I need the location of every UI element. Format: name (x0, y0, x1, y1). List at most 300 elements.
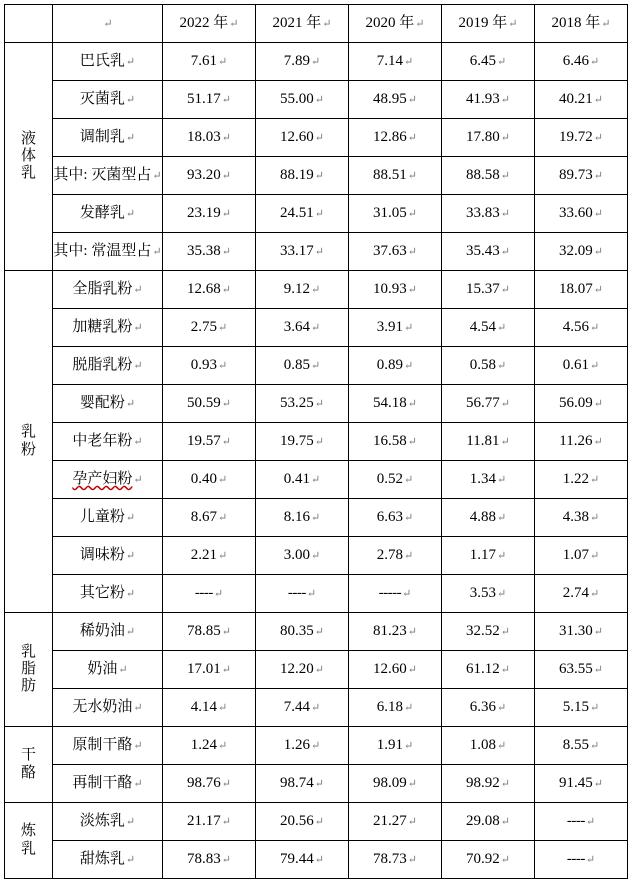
data-cell (535, 727, 628, 765)
row-item-label: 灭菌乳 (79, 90, 125, 107)
paragraph-mark: ↵ (322, 17, 332, 30)
paragraph-mark: ↵ (590, 511, 600, 524)
data-value: 35.43 (466, 242, 500, 259)
table-row (5, 841, 628, 879)
paragraph-mark: ↵ (404, 511, 414, 524)
header-year-label: 2018 年 (551, 14, 601, 31)
data-value: 31.30 (559, 622, 593, 639)
data-value: ---- (566, 850, 585, 867)
data-value: 0.41 (283, 470, 311, 487)
data-cell (535, 81, 628, 119)
data-value: 56.77 (466, 394, 500, 411)
table-row (5, 613, 628, 651)
data-cell (442, 81, 535, 119)
paragraph-mark: ↵ (497, 321, 507, 334)
data-value: 41.93 (466, 90, 500, 107)
data-value: 78.73 (373, 850, 407, 867)
paragraph-mark: ↵ (311, 55, 321, 68)
data-cell (535, 347, 628, 385)
row-item-label: 孕产妇粉 (72, 470, 133, 487)
data-value: 10.93 (373, 280, 407, 297)
data-cell (535, 575, 628, 613)
data-cell (442, 423, 535, 461)
data-cell (256, 575, 349, 613)
paragraph-mark: ↵ (407, 435, 417, 448)
row-item-label: 儿童粉 (79, 508, 125, 525)
table-row (5, 765, 628, 803)
data-cell (442, 43, 535, 81)
paragraph-mark: ↵ (508, 17, 518, 30)
header-year-label: 2021 年 (272, 14, 322, 31)
data-cell (349, 499, 442, 537)
data-cell (349, 537, 442, 575)
data-cell (349, 119, 442, 157)
paragraph-mark: ↵ (593, 169, 603, 182)
data-value: 78.83 (187, 850, 221, 867)
data-value: 2.21 (190, 546, 218, 563)
data-cell (442, 385, 535, 423)
header-year-cell (163, 5, 256, 43)
row-item-cell (53, 727, 163, 765)
data-value: 18.03 (187, 128, 221, 145)
data-value: 54.18 (373, 394, 407, 411)
data-value: 48.95 (373, 90, 407, 107)
data-value: 15.37 (466, 280, 500, 297)
data-value: 7.89 (283, 52, 311, 69)
data-value: 88.19 (280, 166, 314, 183)
paragraph-mark: ↵ (221, 169, 231, 182)
paragraph-mark: ↵ (221, 283, 231, 296)
paragraph-mark: ↵ (125, 397, 136, 410)
data-cell (535, 385, 628, 423)
data-cell (163, 157, 256, 195)
paragraph-mark: ↵ (133, 283, 143, 296)
paragraph-mark: ↵ (218, 473, 228, 486)
row-item-cell (53, 43, 163, 81)
data-cell (349, 43, 442, 81)
data-cell (442, 727, 535, 765)
header-year-cell (256, 5, 349, 43)
paragraph-mark: ↵ (593, 435, 603, 448)
paragraph-mark: ↵ (218, 359, 228, 372)
data-value: 4.56 (562, 318, 590, 335)
header-item-cell (53, 5, 163, 43)
paragraph-mark: ↵ (497, 511, 507, 524)
paragraph-mark: ↵ (133, 777, 143, 790)
data-cell (163, 81, 256, 119)
data-cell (442, 271, 535, 309)
data-value: 4.38 (562, 508, 590, 525)
data-value: 17.01 (187, 660, 221, 677)
row-item-label: 再制干酪 (72, 774, 133, 791)
paragraph-mark: ↵ (497, 587, 507, 600)
data-value: 1.08 (469, 736, 497, 753)
data-value: 7.61 (190, 52, 218, 69)
paragraph-mark: ↵ (590, 473, 600, 486)
paragraph-mark: ↵ (590, 55, 600, 68)
data-value: 88.51 (373, 166, 407, 183)
data-value: 0.89 (376, 356, 404, 373)
data-value: 5.15 (562, 698, 590, 715)
data-value: 19.75 (280, 432, 314, 449)
row-item-label: 中老年粉 (72, 432, 133, 449)
row-item-cell (53, 689, 163, 727)
data-value: ---- (566, 812, 585, 829)
table-row (5, 803, 628, 841)
paragraph-mark: ↵ (152, 169, 162, 182)
data-value: 9.12 (283, 280, 311, 297)
data-value: 7.14 (376, 52, 404, 69)
paragraph-mark: ↵ (218, 549, 228, 562)
paragraph-mark: ↵ (221, 777, 231, 790)
data-cell (442, 841, 535, 879)
row-item-cell (53, 271, 163, 309)
data-value: 93.20 (187, 166, 221, 183)
row-group-label: 液体乳 (20, 130, 36, 182)
paragraph-mark: ↵ (497, 55, 507, 68)
data-cell (535, 119, 628, 157)
paragraph-mark: ↵ (593, 397, 603, 410)
row-item-cell (53, 765, 163, 803)
data-cell (535, 841, 628, 879)
data-value: 81.23 (373, 622, 407, 639)
data-cell (256, 309, 349, 347)
data-value: 6.18 (376, 698, 404, 715)
data-cell (163, 499, 256, 537)
row-item-cell (53, 613, 163, 651)
data-cell (256, 765, 349, 803)
row-item-cell (53, 119, 163, 157)
data-cell (163, 841, 256, 879)
data-cell (349, 727, 442, 765)
paragraph-mark: ↵ (500, 283, 510, 296)
data-cell (442, 803, 535, 841)
data-cell (163, 803, 256, 841)
data-value: 56.09 (559, 394, 593, 411)
data-cell (163, 195, 256, 233)
data-cell (163, 689, 256, 727)
data-cell (349, 461, 442, 499)
data-value: 0.52 (376, 470, 404, 487)
paragraph-mark: ↵ (497, 701, 507, 714)
data-value: 1.07 (562, 546, 590, 563)
data-value: 91.45 (559, 774, 593, 791)
table-row (5, 727, 628, 765)
table-row (5, 385, 628, 423)
paragraph-mark: ↵ (593, 777, 603, 790)
data-value: 98.92 (466, 774, 500, 791)
paragraph-mark: ↵ (404, 549, 414, 562)
data-cell (442, 157, 535, 195)
data-cell (163, 461, 256, 499)
data-value: 16.58 (373, 432, 407, 449)
data-value: 12.68 (187, 280, 221, 297)
data-cell (442, 309, 535, 347)
paragraph-mark: ↵ (314, 663, 324, 676)
paragraph-mark: ↵ (314, 853, 324, 866)
paragraph-mark: ↵ (601, 17, 611, 30)
data-value: 0.61 (562, 356, 590, 373)
paragraph-mark: ↵ (500, 625, 510, 638)
paragraph-mark: ↵ (229, 17, 239, 30)
data-cell (535, 309, 628, 347)
row-item-cell (53, 81, 163, 119)
data-cell (163, 575, 256, 613)
paragraph-mark: ↵ (125, 131, 136, 144)
paragraph-mark: ↵ (407, 283, 417, 296)
table-row (5, 689, 628, 727)
paragraph-mark: ↵ (221, 625, 231, 638)
paragraph-mark: ↵ (593, 207, 603, 220)
data-value: 98.09 (373, 774, 407, 791)
table-row (5, 423, 628, 461)
table-row (5, 43, 628, 81)
data-cell (349, 271, 442, 309)
paragraph-mark: ↵ (221, 435, 231, 448)
data-cell (535, 613, 628, 651)
paragraph-mark: ↵ (314, 207, 324, 220)
paragraph-mark: ↵ (103, 17, 113, 30)
paragraph-mark: ↵ (221, 207, 231, 220)
data-value: 3.64 (283, 318, 311, 335)
paragraph-mark: ↵ (497, 473, 507, 486)
data-cell (163, 613, 256, 651)
data-value: 19.57 (187, 432, 221, 449)
row-group-cell (5, 727, 53, 803)
data-cell (349, 689, 442, 727)
data-value: ---- (287, 584, 306, 601)
data-cell (535, 233, 628, 271)
paragraph-mark: ↵ (125, 55, 136, 68)
data-value: 35.38 (187, 242, 221, 259)
data-value: 37.63 (373, 242, 407, 259)
data-cell (442, 575, 535, 613)
data-value: 0.85 (283, 356, 311, 373)
paragraph-mark: ↵ (593, 625, 603, 638)
paragraph-mark: ↵ (407, 663, 417, 676)
paragraph-mark: ↵ (125, 549, 136, 562)
paragraph-mark: ↵ (585, 853, 596, 866)
data-value: 89.73 (559, 166, 593, 183)
data-value: 79.44 (280, 850, 314, 867)
paragraph-mark: ↵ (133, 701, 143, 714)
data-cell (535, 157, 628, 195)
data-cell (442, 537, 535, 575)
data-cell (349, 575, 442, 613)
paragraph-mark: ↵ (497, 549, 507, 562)
data-value: 51.17 (187, 90, 221, 107)
table-row (5, 233, 628, 271)
row-item-label: 奶油 (87, 660, 118, 677)
row-item-label: 巴氏乳 (79, 52, 125, 69)
paragraph-mark: ↵ (500, 853, 510, 866)
data-cell (256, 347, 349, 385)
paragraph-mark: ↵ (407, 815, 417, 828)
paragraph-mark: ↵ (593, 245, 603, 258)
data-value: 2.74 (562, 584, 590, 601)
data-value: 50.59 (187, 394, 221, 411)
data-cell (256, 461, 349, 499)
paragraph-mark: ↵ (593, 663, 603, 676)
data-cell (163, 347, 256, 385)
data-cell (535, 43, 628, 81)
data-value: 17.80 (466, 128, 500, 145)
paragraph-mark: ↵ (314, 777, 324, 790)
data-value: 1.17 (469, 546, 497, 563)
paragraph-mark: ↵ (221, 663, 231, 676)
table-row (5, 575, 628, 613)
paragraph-mark: ↵ (125, 815, 136, 828)
row-group-label: 干酪 (20, 747, 36, 781)
data-value: 2.78 (376, 546, 404, 563)
paragraph-mark: ↵ (133, 359, 143, 372)
data-cell (535, 271, 628, 309)
paragraph-mark: ↵ (407, 777, 417, 790)
row-item-label: 其中: 灭菌型占 (53, 166, 152, 183)
paragraph-mark: ↵ (407, 207, 417, 220)
table-row (5, 81, 628, 119)
row-item-label: 原制干酪 (72, 736, 133, 753)
data-cell (163, 119, 256, 157)
data-cell (163, 423, 256, 461)
paragraph-mark: ↵ (593, 283, 603, 296)
data-value: 33.83 (466, 204, 500, 221)
data-value: 4.88 (469, 508, 497, 525)
data-cell (535, 423, 628, 461)
data-cell (256, 119, 349, 157)
data-cell (535, 195, 628, 233)
row-item-cell (53, 385, 163, 423)
data-value: 20.56 (280, 812, 314, 829)
data-value: 12.86 (373, 128, 407, 145)
data-cell (256, 613, 349, 651)
paragraph-mark: ↵ (314, 397, 324, 410)
row-group-cell (5, 613, 53, 727)
data-cell (349, 195, 442, 233)
dairy-product-share-table (4, 4, 628, 879)
data-value: 31.05 (373, 204, 407, 221)
paragraph-mark: ↵ (221, 93, 231, 106)
data-cell (442, 689, 535, 727)
paragraph-mark: ↵ (500, 815, 510, 828)
data-cell (256, 271, 349, 309)
data-value: 0.58 (469, 356, 497, 373)
paragraph-mark: ↵ (407, 131, 417, 144)
data-cell (349, 765, 442, 803)
data-cell (349, 423, 442, 461)
paragraph-mark: ↵ (311, 359, 321, 372)
data-value: 1.24 (190, 736, 218, 753)
data-cell (256, 195, 349, 233)
paragraph-mark: ↵ (221, 397, 231, 410)
paragraph-mark: ↵ (407, 397, 417, 410)
data-cell (163, 765, 256, 803)
paragraph-mark: ↵ (221, 131, 231, 144)
paragraph-mark: ↵ (218, 321, 228, 334)
data-value: 8.16 (283, 508, 311, 525)
row-group-label: 乳脂肪 (20, 643, 36, 695)
paragraph-mark: ↵ (590, 701, 600, 714)
data-value: 21.17 (187, 812, 221, 829)
data-cell (256, 423, 349, 461)
paragraph-mark: ↵ (152, 245, 162, 258)
data-value: 33.17 (280, 242, 314, 259)
table-row (5, 119, 628, 157)
paragraph-mark: ↵ (125, 625, 136, 638)
row-item-cell (53, 651, 163, 689)
data-value: 1.22 (562, 470, 590, 487)
data-value: 32.52 (466, 622, 500, 639)
data-value: 1.34 (469, 470, 497, 487)
paragraph-mark: ↵ (404, 321, 414, 334)
row-item-label: 无水奶油 (72, 698, 133, 715)
data-cell (535, 689, 628, 727)
data-cell (349, 385, 442, 423)
table-row (5, 157, 628, 195)
paragraph-mark: ↵ (402, 587, 412, 600)
paragraph-mark: ↵ (314, 625, 324, 638)
row-item-cell (53, 803, 163, 841)
paragraph-mark: ↵ (407, 93, 417, 106)
data-value: 6.46 (562, 52, 590, 69)
paragraph-mark: ↵ (125, 93, 136, 106)
data-cell (535, 651, 628, 689)
paragraph-mark: ↵ (314, 245, 324, 258)
data-value: 3.53 (469, 584, 497, 601)
row-item-label: 稀奶油 (79, 622, 125, 639)
data-cell (163, 537, 256, 575)
row-group-cell (5, 803, 53, 879)
paragraph-mark: ↵ (590, 321, 600, 334)
header-year-cell (535, 5, 628, 43)
table-row (5, 651, 628, 689)
data-value: 12.60 (280, 128, 314, 145)
paragraph-mark: ↵ (314, 169, 324, 182)
row-group-label: 炼乳 (20, 823, 36, 857)
data-value: 1.91 (376, 736, 404, 753)
paragraph-mark: ↵ (404, 739, 414, 752)
header-year-label: 2020 年 (365, 14, 415, 31)
data-value: 11.26 (559, 432, 593, 449)
data-cell (163, 309, 256, 347)
paragraph-mark: ↵ (213, 587, 224, 600)
data-value: 53.25 (280, 394, 314, 411)
data-cell (163, 385, 256, 423)
data-value: 2.75 (190, 318, 218, 335)
paragraph-mark: ↵ (404, 359, 414, 372)
paragraph-mark: ↵ (306, 587, 317, 600)
row-item-label: 脱脂乳粉 (72, 356, 133, 373)
row-group-cell (5, 271, 53, 613)
paragraph-mark: ↵ (590, 739, 600, 752)
row-item-label: 发酵乳 (79, 204, 125, 221)
data-cell (349, 233, 442, 271)
table-row (5, 537, 628, 575)
paragraph-mark: ↵ (133, 473, 143, 486)
data-value: 29.08 (466, 812, 500, 829)
row-item-cell (53, 575, 163, 613)
row-item-cell (53, 461, 163, 499)
paragraph-mark: ↵ (590, 587, 600, 600)
paragraph-mark: ↵ (221, 245, 231, 258)
row-item-cell (53, 309, 163, 347)
data-cell (163, 43, 256, 81)
table-row (5, 195, 628, 233)
paragraph-mark: ↵ (590, 359, 600, 372)
data-value: 4.14 (190, 698, 218, 715)
data-value: 6.45 (469, 52, 497, 69)
paragraph-mark: ↵ (500, 663, 510, 676)
